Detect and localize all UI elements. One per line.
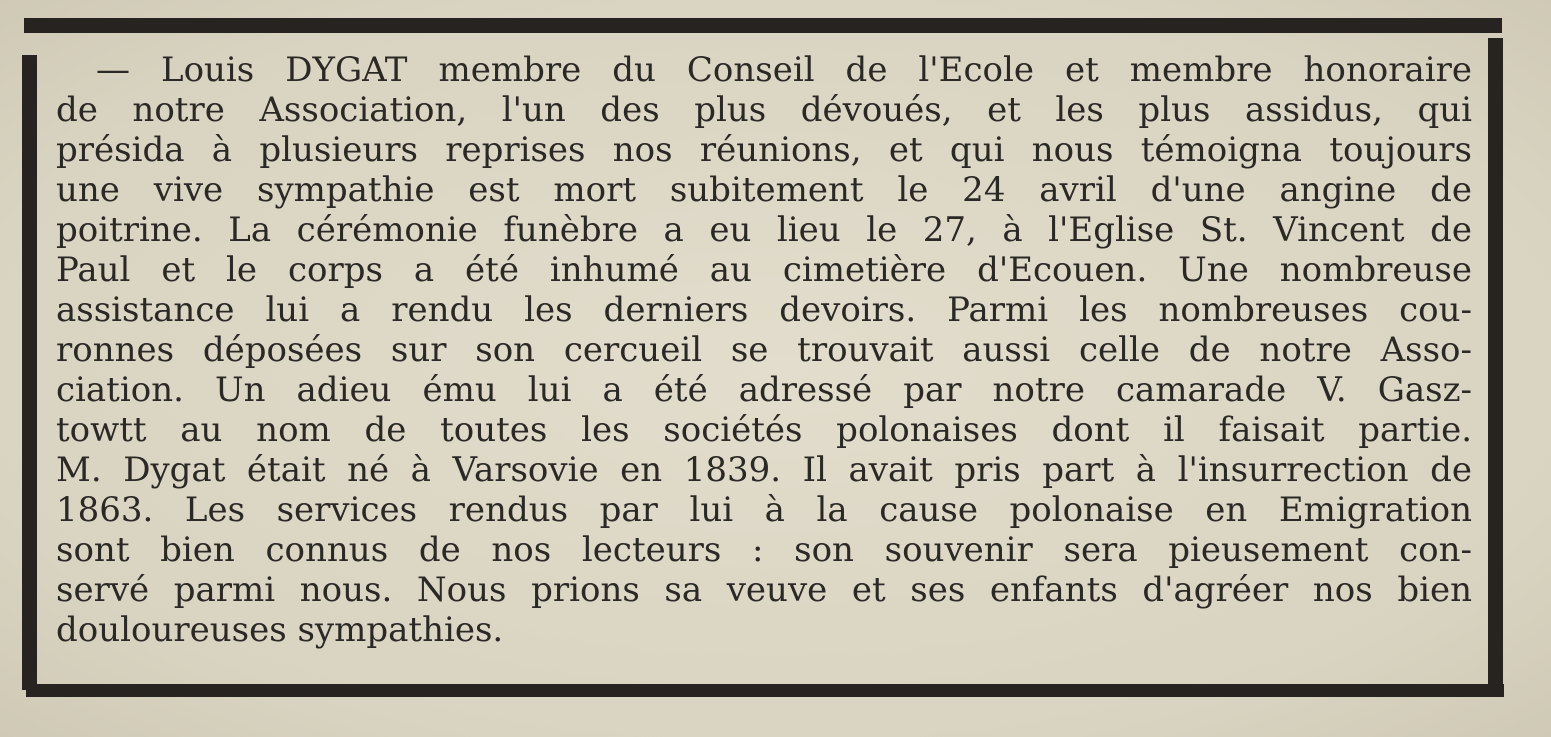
notice-line-14: servé parmi nous. Nous prions sa veuve et ses enfants d'agréer nos bien [56, 570, 1472, 610]
frame-bottom-rule [26, 684, 1504, 697]
notice-line-4: une vive sympathie est mort subitement le 24 avril d'une angine de [56, 170, 1472, 210]
notice-line-11: M. Dygat était né à Varsovie en 1839. Il avait pris part à l'insurrection de [56, 450, 1472, 490]
frame-right-rule [1488, 38, 1503, 689]
notice-line-6: Paul et le corps a été inhumé au cimetière d'Ecouen. Une nombreuse [56, 250, 1472, 290]
notice-line-2: de notre Association, l'un des plus dévoués, et les plus assidus, qui [56, 90, 1472, 130]
notice-line-9: ciation. Un adieu ému lui a été adressé par notre camarade V. Gasz- [56, 370, 1472, 410]
notice-line-7: assistance lui a rendu les derniers devoirs. Parmi les nombreuses cou- [56, 290, 1472, 330]
notice-line-5: poitrine. La cérémonie funèbre a eu lieu le 27, à l'Eglise St. Vincent de [56, 210, 1472, 250]
notice-line-1: — Louis DYGAT membre du Conseil de l'Ecole et membre honoraire [96, 50, 1472, 90]
notice-line-12: 1863. Les services rendus par lui à la cause polonaise en Emigration [56, 490, 1472, 530]
notice-line-3: présida à plusieurs reprises nos réunions, et qui nous témoigna toujours [56, 130, 1472, 170]
frame-top-rule [24, 18, 1502, 33]
obituary-notice [56, 50, 1472, 680]
notice-line-10: towtt au nom de toutes les sociétés polonaises dont il faisait partie. [56, 410, 1472, 450]
frame-left-rule [22, 55, 37, 690]
notice-line-15: douloureuses sympathies. [56, 610, 504, 650]
notice-line-8: ronnes déposées sur son cercueil se trouvait aussi celle de notre Asso- [56, 330, 1472, 370]
notice-line-13: sont bien connus de nos lecteurs : son souvenir sera pieusement con- [56, 530, 1472, 570]
